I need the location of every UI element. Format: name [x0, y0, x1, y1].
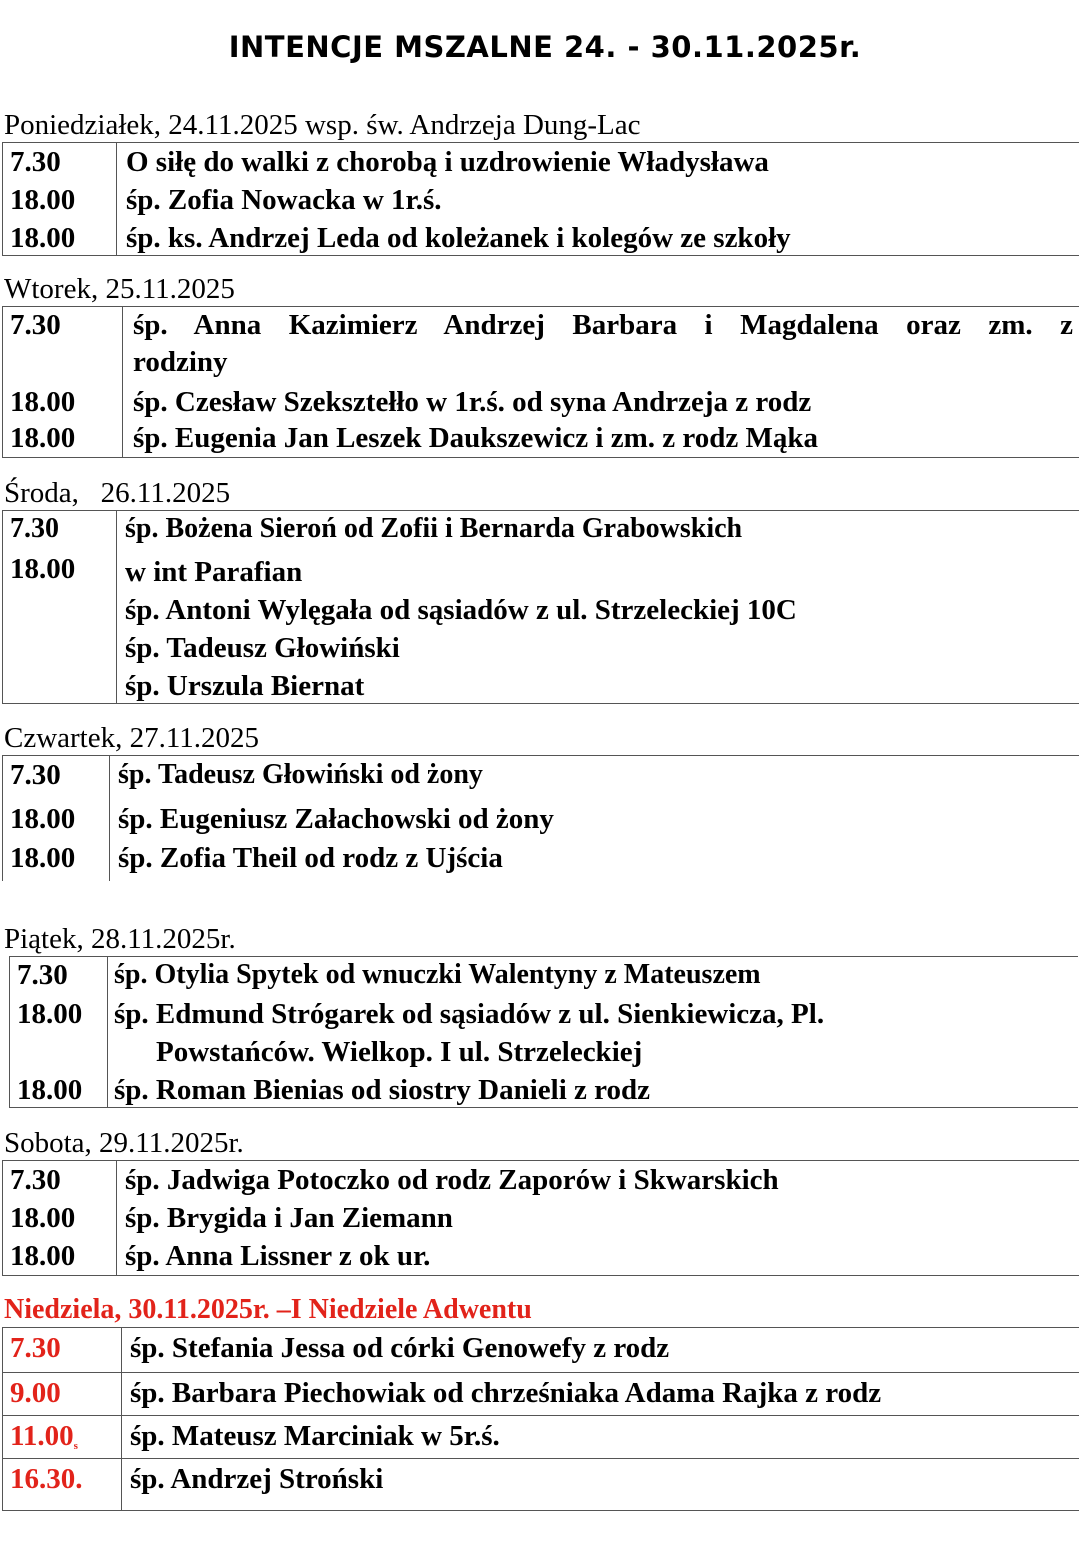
table-row	[10, 1071, 1078, 1109]
mass-time: 18.00	[10, 386, 76, 418]
mass-time: 7.30	[17, 959, 68, 991]
mass-time: 18.00	[10, 842, 76, 874]
mass-time: 18.00	[10, 184, 76, 216]
intention-text-continued: rodziny	[133, 346, 228, 378]
day-heading: Poniedziałek, 24.11.2025 wsp. św. Andrzeja Dung-Lac	[4, 109, 641, 141]
table-row	[3, 1373, 1079, 1416]
mass-time: 16.30.	[10, 1463, 83, 1495]
intentions-table	[9, 956, 1078, 1108]
mass-time: 18.00	[10, 222, 76, 254]
table-row	[3, 1328, 1079, 1373]
table-row	[10, 957, 1078, 995]
table-row	[3, 181, 1079, 219]
intention-text: śp. Roman Bienias od siostry Danieli z rodz	[114, 1074, 651, 1106]
table-row	[3, 589, 1079, 627]
intention-text: śp. Eugenia Jan Leszek Daukszewicz i zm. z rodz Mąka	[133, 422, 818, 454]
table-row	[3, 383, 1079, 421]
intention-text: śp. Tadeusz Głowiński od żony	[118, 759, 483, 790]
intention-text: śp. Anna Lissner z ok ur.	[125, 1240, 431, 1272]
table-row	[3, 838, 1079, 878]
intention-text: śp. Stefania Jessa od córki Genowefy z rodz	[130, 1332, 670, 1364]
intention-text: śp. Bożena Sieroń od Zofii i Bernarda Grabowskich	[125, 513, 743, 544]
intention-text: śp. Tadeusz Głowiński	[125, 632, 400, 664]
mass-time: 18.00	[10, 422, 76, 454]
mass-time: 7.30	[10, 1164, 61, 1196]
table-row	[3, 219, 1079, 257]
table-row-continued	[10, 1033, 1078, 1071]
mass-time: 18.00	[10, 1240, 76, 1272]
intention-text: śp. Edmund Strógarek od sąsiadów z ul. Sienkiewicza, Pl.	[114, 998, 825, 1030]
mass-time: 18.00	[10, 553, 76, 585]
intentions-table	[2, 510, 1079, 704]
day-monday	[0, 108, 1079, 256]
intentions-table	[2, 755, 1079, 881]
intention-text: śp. Urszula Biernat	[125, 670, 365, 702]
day-sunday	[0, 1293, 1079, 1511]
table-row	[10, 995, 1078, 1033]
table-row	[3, 511, 1079, 551]
intention-text: śp. Brygida i Jan Ziemann	[125, 1202, 453, 1234]
intention-text: śp. Czesław Szeksztełło w 1r.ś. od syna Andrzeja z rodz	[133, 386, 812, 418]
intention-text: śp. Zofia Theil od rodz z Ujścia	[118, 842, 503, 874]
page-title: INTENCJE MSZALNE 24. - 30.11.2025r.	[228, 30, 862, 64]
table-row	[3, 798, 1079, 838]
day-wednesday	[0, 476, 1079, 704]
table-row	[3, 665, 1079, 703]
day-heading: Piątek, 28.11.2025r.	[4, 923, 236, 955]
day-saturday	[0, 1126, 1079, 1276]
table-row	[3, 1237, 1079, 1275]
intention-text: śp. Eugeniusz Załachowski od żony	[118, 803, 554, 835]
day-friday	[0, 922, 1079, 1108]
intention-text: śp. Mateusz Marciniak w 5r.ś.	[130, 1420, 500, 1452]
intention-text: śp. Barbara Piechowiak od chrześniaka Adama Rajka z rodz	[130, 1377, 882, 1409]
intention-text: O siłę do walki z chorobą i uzdrowienie Władysława	[126, 146, 769, 178]
table-row	[3, 627, 1079, 665]
mass-time: 18.00	[10, 803, 76, 835]
day-tuesday	[0, 272, 1079, 458]
intentions-table	[2, 306, 1079, 458]
table-row	[3, 1161, 1079, 1199]
mass-time: 18.00	[17, 1074, 83, 1106]
intention-text: śp. Antoni Wylęgała od sąsiadów z ul. Strzeleckiej 10C	[125, 594, 797, 626]
day-heading: Sobota, 29.11.2025r.	[4, 1127, 244, 1159]
table-row	[3, 421, 1079, 459]
table-row	[3, 143, 1079, 181]
intention-text: śp. ks. Andrzej Leda od koleżanek i kolegów ze szkoły	[126, 222, 791, 254]
intention-text: śp. Zofia Nowacka w 1r.ś.	[126, 184, 442, 216]
intention-text: śp. Anna Kazimierz Andrzej Barbara i Magdalena oraz zm. z	[133, 309, 1073, 341]
day-heading: Środa, 26.11.2025	[4, 477, 231, 509]
mass-time: 11.00	[10, 1420, 74, 1452]
table-row	[3, 1459, 1079, 1511]
intention-text: śp. Jadwiga Potoczko od rodz Zaporów i Skwarskich	[125, 1164, 779, 1196]
table-row	[3, 307, 1079, 345]
table-row	[3, 1416, 1079, 1459]
small-mark: s	[73, 1440, 78, 1452]
mass-time: 7.30	[10, 759, 61, 791]
mass-time: 7.30	[10, 146, 61, 178]
intention-text: śp. Otylia Spytek od wnuczki Walentyny z Mateuszem	[114, 959, 761, 990]
mass-time: 7.30	[10, 309, 61, 341]
mass-time: 7.30	[10, 1332, 61, 1364]
mass-time: 9.00	[10, 1377, 61, 1409]
mass-time: 18.00	[17, 998, 83, 1030]
table-row-continued	[3, 345, 1079, 383]
day-heading: Czwartek, 27.11.2025	[4, 722, 260, 754]
table-row	[3, 756, 1079, 798]
intention-text: śp. Andrzej Stroński	[130, 1463, 384, 1495]
intentions-table	[2, 1327, 1079, 1511]
day-heading: Niedziela, 30.11.2025r. –I Niedziele Adwentu	[4, 1294, 532, 1325]
day-heading: Wtorek, 25.11.2025	[4, 273, 235, 305]
day-thursday	[0, 721, 1079, 881]
mass-time: 7.30	[10, 513, 59, 544]
intentions-table	[2, 142, 1079, 256]
intentions-table	[2, 1160, 1079, 1276]
mass-time: 18.00	[10, 1202, 76, 1234]
table-row	[3, 1199, 1079, 1237]
intention-text: w int Parafian	[125, 556, 303, 588]
intention-text-continued: Powstańców. Wielkop. I ul. Strzeleckiej	[156, 1036, 643, 1068]
table-row	[3, 551, 1079, 589]
